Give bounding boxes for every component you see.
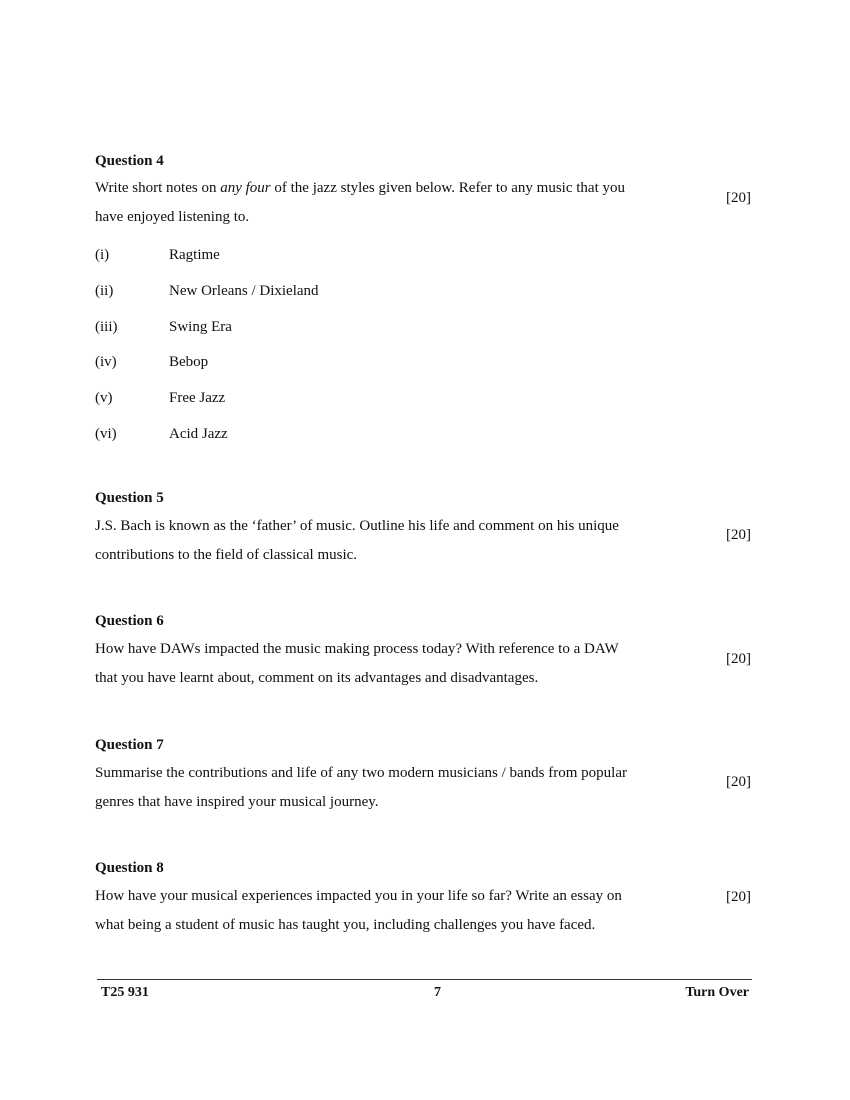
question-5-text: [95, 512, 700, 570]
question-5-title: Question 5: [95, 490, 164, 506]
list-item-label: Acid Jazz: [169, 426, 228, 442]
question-8-marks: [20]: [726, 889, 751, 905]
question-8-title: Question 8: [95, 860, 164, 876]
question-7-marks: [20]: [726, 774, 751, 790]
list-item-label: New Orleans / Dixieland: [169, 283, 319, 299]
question-8-line-2: what being a student of music has taught you, including challenges you have faced.: [95, 917, 596, 933]
question-7-text: [95, 759, 700, 817]
question-5-marks: [20]: [726, 527, 751, 543]
question-4-marks: [20]: [726, 190, 751, 206]
list-item: [95, 318, 232, 336]
question-6-line-2: that you have learnt about, comment on its advantages and disadvantages.: [95, 670, 539, 686]
question-4-emphasis: any four: [220, 180, 271, 196]
question-5-line-2: contributions to the field of classical music.: [95, 547, 358, 563]
turn-over-label: Turn Over: [685, 985, 749, 1000]
question-8-text: [95, 882, 700, 940]
list-item-number: (iv): [95, 354, 117, 370]
list-item-number: (iii): [95, 319, 118, 335]
list-item: [95, 246, 220, 264]
list-item: [95, 389, 225, 407]
list-item-label: Bebop: [169, 354, 209, 370]
paper-code: T25 931: [101, 985, 149, 1000]
question-6-marks: [20]: [726, 651, 751, 667]
list-item: [95, 425, 228, 443]
question-7-line-1: Summarise the contributions and life of any two modern musicians / bands from popular: [95, 765, 627, 781]
question-5-line-1: J.S. Bach is known as the ‘father’ of music. Outline his life and comment on his unique: [95, 518, 619, 534]
question-4-line-1-end: of the jazz styles given below. Refer to any music that you: [270, 180, 625, 196]
list-item-number: (ii): [95, 283, 114, 299]
question-4-line-2: have enjoyed listening to.: [95, 209, 250, 225]
question-4-line-1: [95, 174, 700, 203]
question-7-line-2: genres that have inspired your musical journey.: [95, 794, 379, 810]
list-item-number: (v): [95, 390, 113, 406]
question-6-title: Question 6: [95, 613, 164, 629]
list-item: [95, 353, 208, 371]
question-8-line-1: How have your musical experiences impacted you in your life so far? Write an essay on: [95, 888, 622, 904]
page-number: 7: [434, 985, 441, 1000]
question-7-title: Question 7: [95, 737, 164, 753]
list-item-number: (vi): [95, 426, 117, 442]
list-item-label: Free Jazz: [169, 390, 226, 406]
list-item-label: Ragtime: [169, 247, 220, 263]
question-4-title: Question 4: [95, 153, 164, 169]
footer-divider: [97, 979, 752, 980]
question-6-line-1: How have DAWs impacted the music making process today? With reference to a DAW: [95, 641, 619, 657]
question-4-text: [95, 174, 700, 232]
list-item: [95, 282, 319, 300]
question-4-line-1-start: Write short notes on: [95, 180, 221, 196]
list-item-number: (i): [95, 247, 110, 263]
question-6-text: [95, 635, 700, 693]
list-item-label: Swing Era: [169, 319, 232, 335]
